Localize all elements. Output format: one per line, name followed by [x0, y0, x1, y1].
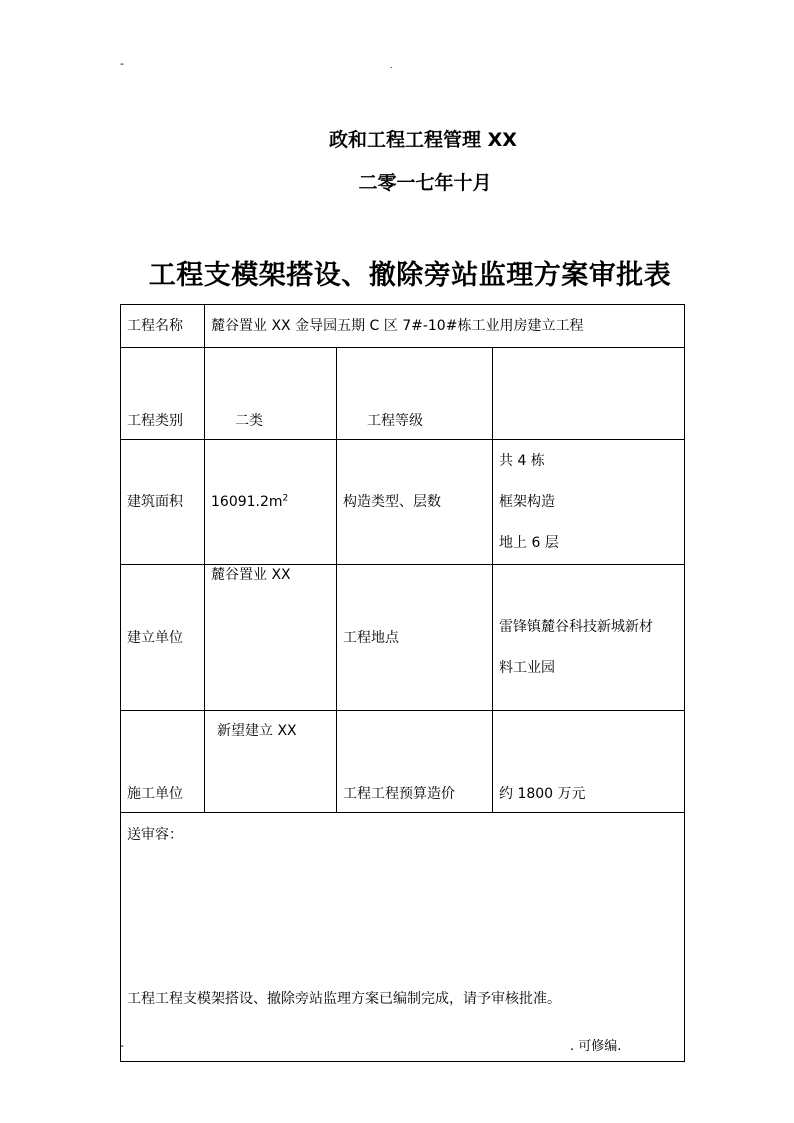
budget-label: 工程工程预算造价 — [337, 711, 493, 813]
structure-line-1: 共 4 栋 — [499, 452, 545, 469]
project-grade-value — [493, 348, 685, 440]
project-grade-label-cell — [337, 348, 493, 440]
building-area-label: 建筑面积 — [121, 440, 205, 565]
submission-label: 送审容： — [127, 827, 183, 843]
project-name-label: 工程名称 — [121, 305, 205, 348]
site-label: 工程地点 — [337, 565, 493, 711]
row-building-area — [121, 440, 685, 565]
submission-text: 工程工程支模架搭设、撤除旁站监理方案已编制完成，请予审核批准。 — [127, 991, 561, 1007]
contractor-label: 施工单位 — [121, 711, 205, 813]
project-grade-label: 工程等级 — [367, 413, 423, 429]
project-category-label: 工程类别 — [121, 348, 205, 440]
building-area-value: 16091.2 — [211, 494, 269, 510]
site-line-2: 料工业园 — [499, 659, 555, 676]
row-contractor — [121, 711, 685, 813]
header-left-mark: - — [120, 57, 124, 70]
building-area-unit-sup: 2 — [282, 493, 289, 504]
project-category-cell — [205, 348, 337, 440]
header-mid-mark: . — [390, 61, 393, 70]
footer-left-mark: - — [120, 1039, 124, 1052]
contractor-cell — [205, 711, 337, 813]
submission-cell — [121, 813, 685, 1062]
site-value-cell — [493, 565, 685, 711]
building-area-cell — [205, 440, 337, 565]
document-date: 二零一七年十月 — [358, 172, 492, 194]
row-developer — [121, 565, 685, 711]
site-line-1: 雷锋镇麓谷科技新城新材 — [499, 618, 653, 635]
contractor-value: 新望建立 XX — [217, 723, 297, 739]
structure-line-2: 框架构造 — [499, 493, 555, 510]
budget-value: 约 1800 万元 — [493, 711, 685, 813]
organization-title: 政和工程工程管理 XX — [329, 129, 517, 151]
footer-note: . 可修编. — [570, 1039, 622, 1054]
approval-form-table — [120, 304, 685, 1062]
structure-line-3: 地上 6 层 — [499, 534, 559, 551]
developer-value: 麓谷置业 XX — [205, 565, 337, 711]
row-project-name — [121, 305, 685, 348]
form-title: 工程支模架搭设、撤除旁站监理方案审批表 — [148, 260, 672, 291]
row-submission — [121, 813, 685, 1062]
project-category-value: 二类 — [235, 413, 263, 429]
developer-label: 建立单位 — [121, 565, 205, 711]
project-name-value: 麓谷置业 XX 金导园五期 C 区 7#-10#栋工业用房建立工程 — [205, 305, 685, 348]
structure-label: 构造类型、层数 — [337, 440, 493, 565]
structure-value-cell — [493, 440, 685, 565]
building-area-unit: m — [268, 494, 283, 510]
row-project-category — [121, 348, 685, 440]
